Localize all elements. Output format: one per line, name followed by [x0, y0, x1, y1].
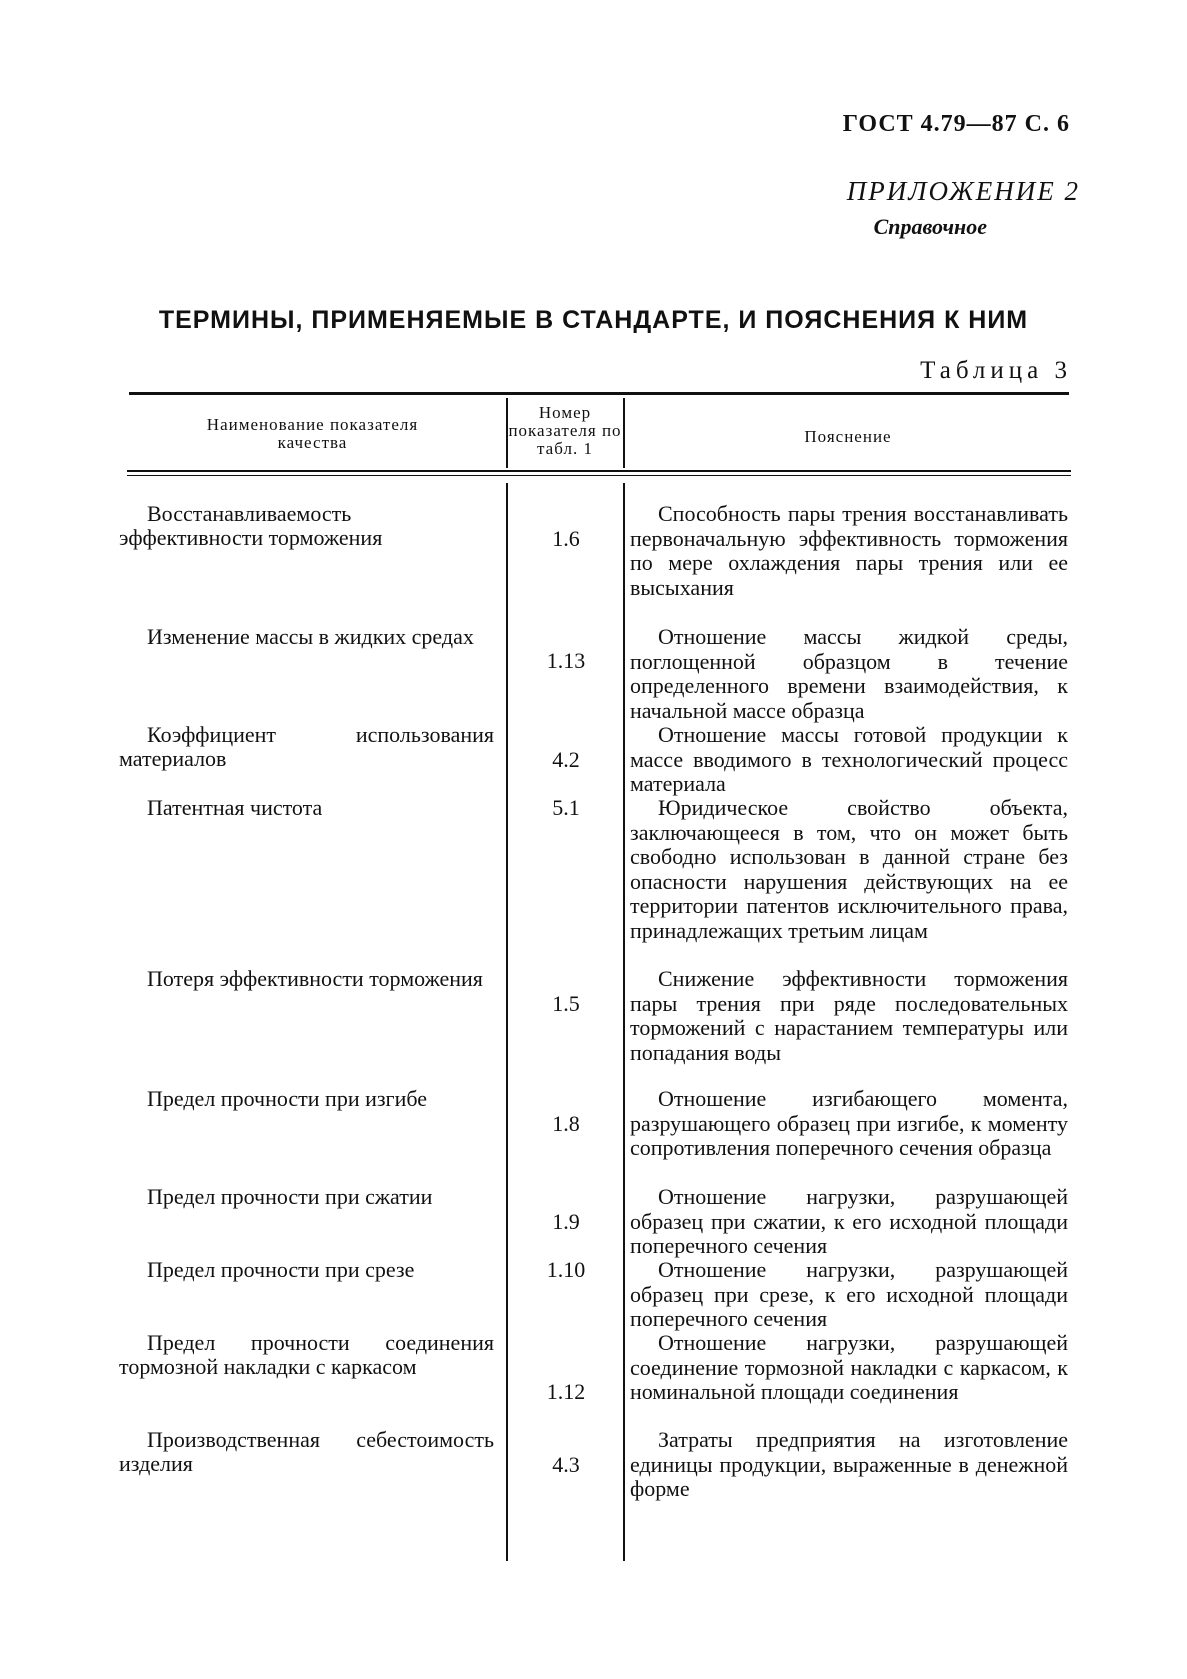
table-row-explanation: Затраты предприятия на изготовление единицы продукции, выраженные в денежной форме [630, 1427, 1068, 1501]
table-row-term: Предел прочности при сжатии [147, 1184, 433, 1209]
standard-reference: ГОСТ 4.79—87 С. 6 [842, 111, 1070, 137]
table-row-explanation: Отношение изгибающего момента, разрушающего образец при изгибе, к моменту сопротивления поперечного сечения образца [630, 1086, 1068, 1160]
table-row-term: Предел прочности при изгибе [147, 1086, 428, 1111]
table-row-explanation: Способность пары трения восстанавливать первоначальную эффективность торможения по мере охлаждения пары трения или ее высыхания [630, 501, 1068, 600]
table-row-term: Коэффициент использования материалов [119, 722, 494, 771]
table-row-number: 1.8 [552, 1111, 580, 1136]
table-row-term: Восстанавливаемость эффективности торможения [119, 501, 383, 550]
column-header-explanation: Пояснение [804, 427, 892, 446]
table-row-explanation: Снижение эффективности торможения пары трения при ряде последовательных торможений с нарастанием температуры или попадания воды [630, 966, 1068, 1065]
table-row-term: Производственная себестоимость изделия [119, 1427, 494, 1476]
table-row-number: 5.1 [552, 795, 580, 820]
table-row-number: 1.5 [552, 991, 580, 1016]
table-row-explanation: Отношение нагрузки, разрушающей образец при срезе, к его исходной площади поперечного сечения [630, 1257, 1068, 1331]
table-row-term: Предел прочности соединения тормозной накладки с каркасом [119, 1330, 494, 1379]
column-divider-1-body [506, 483, 508, 1561]
table-row-explanation: Отношение массы жидкой среды, поглощенной образцом в течение определенного времени взаимодействия, к начальной массе образца [630, 624, 1068, 723]
table-row-number: 1.9 [552, 1209, 580, 1234]
table-row-number: 4.2 [552, 747, 580, 772]
table-row-number: 1.10 [546, 1257, 586, 1282]
column-header-number: Номер показателя по табл. 1 [508, 403, 622, 458]
table-row-explanation: Отношение нагрузки, разрушающей соединение тормозной накладки с каркасом, к номинальной площади соединения [630, 1330, 1068, 1404]
table-row-number: 1.13 [546, 648, 586, 673]
column-divider-2-body [623, 483, 625, 1561]
table-row-number: 4.3 [552, 1452, 580, 1477]
table-row-number: 1.12 [546, 1379, 586, 1404]
table-row-term: Патентная чистота [147, 795, 323, 820]
header-bottom-rule-2 [127, 475, 1071, 476]
table-row-term: Изменение массы в жидких средах [147, 624, 474, 649]
table-row-explanation: Юридическое свойство объекта, заключающееся в том, что он может быть свободно использован в данной стране без опасности нарушения действующих на ее территории патентов исключительного права, принадлежащих третьим лицам [630, 795, 1068, 943]
column-header-name: Наименование показателя качества [206, 415, 419, 452]
table-row-number: 1.6 [552, 526, 580, 551]
header-bottom-rule [127, 470, 1071, 472]
table-row-explanation: Отношение массы готовой продукции к массе вводимого в технологический процесс материала [630, 722, 1068, 796]
table-top-rule [129, 392, 1069, 395]
document-title: ТЕРМИНЫ, ПРИМЕНЯЕМЫЕ В СТАНДАРТЕ, И ПОЯСНЕНИЯ К НИМ [158, 306, 1029, 334]
appendix-type: Справочное [873, 214, 987, 239]
table-row-term: Потеря эффективности торможения [147, 966, 483, 991]
table-row-explanation: Отношение нагрузки, разрушающей образец при сжатии, к его исходной площади поперечного сечения [630, 1184, 1068, 1258]
appendix-title: ПРИЛОЖЕНИЕ 2 [846, 176, 1080, 206]
table-label: Таблица 3 [920, 357, 1072, 384]
table-row-term: Предел прочности при срезе [147, 1257, 415, 1282]
